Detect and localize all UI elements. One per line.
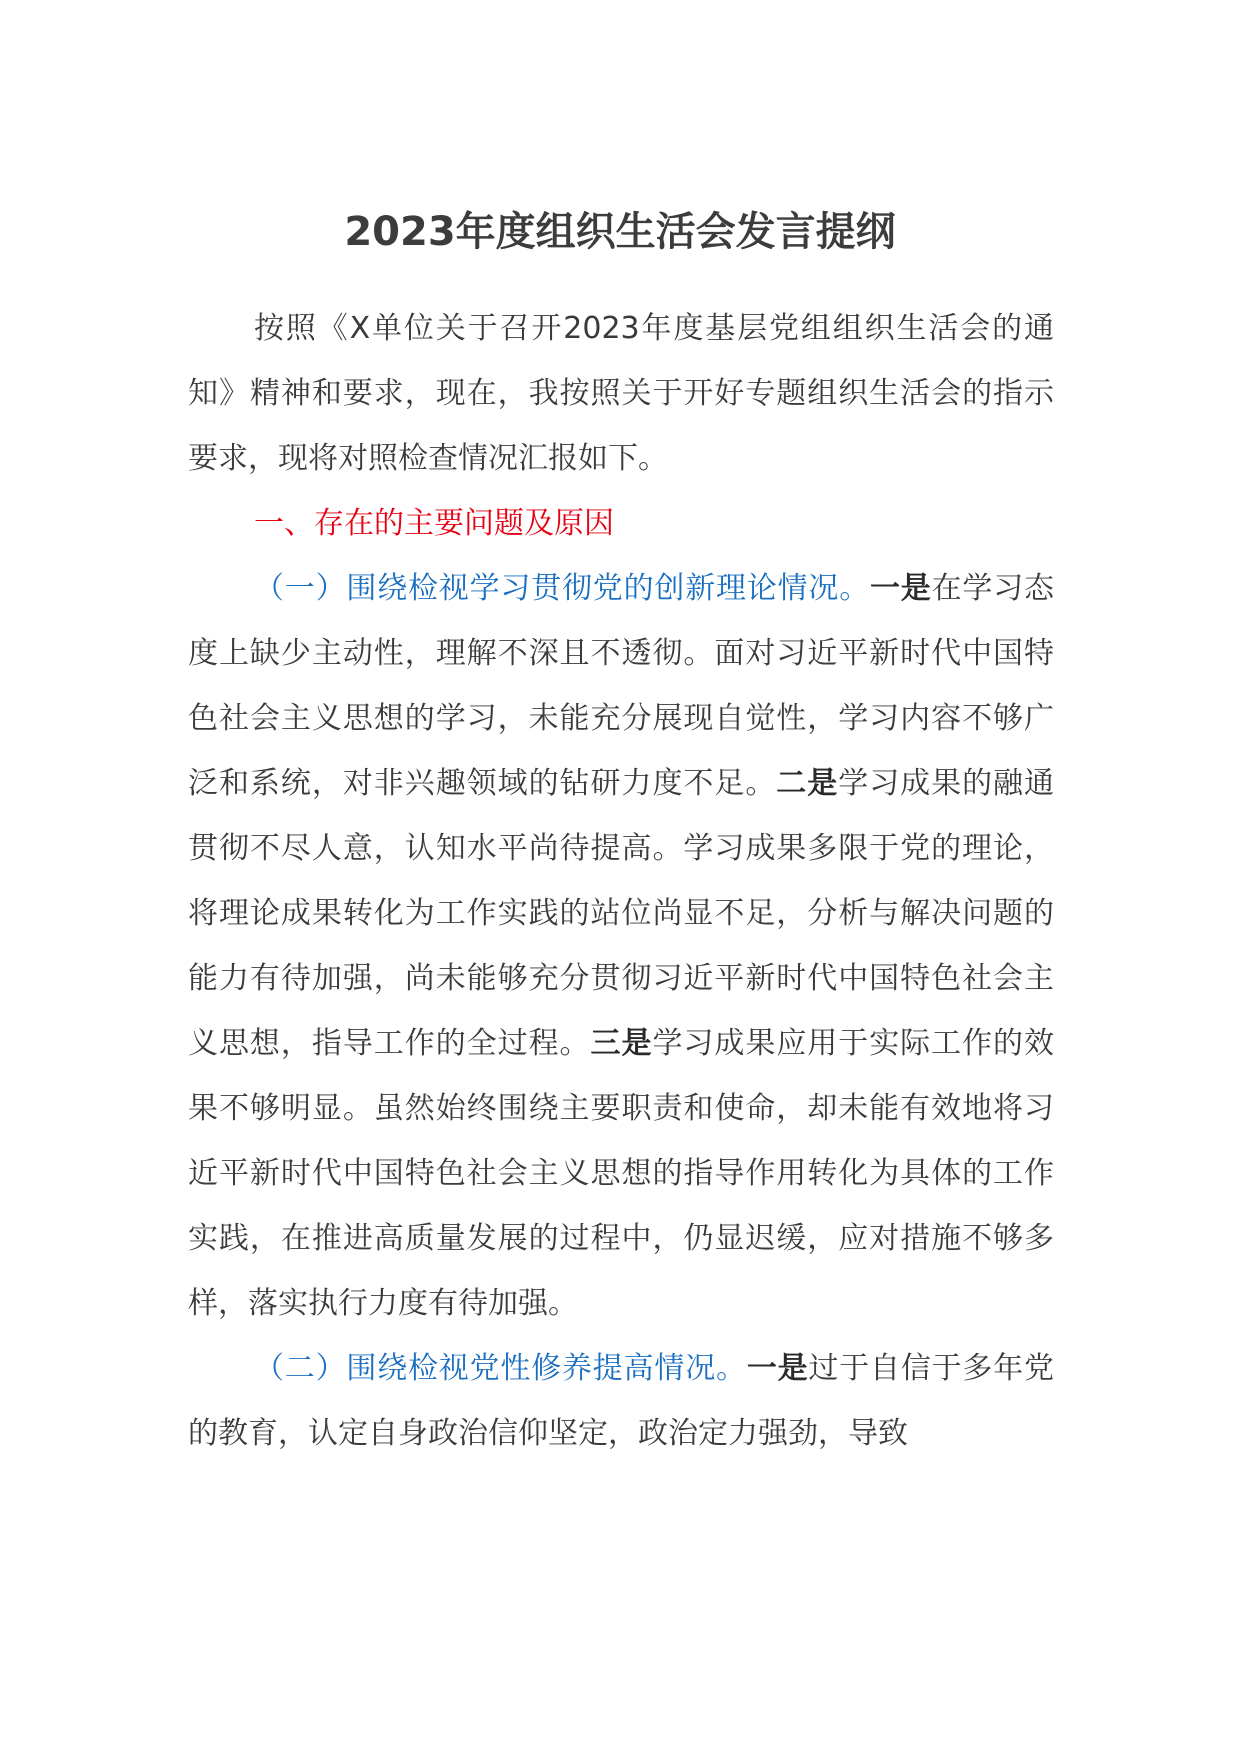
intro-paragraph: 按照《X单位关于召开2023年度基层党组组织生活会的通知》精神和要求，现在，我按照关于开好专题组织生活会的指示要求，现将对照检查情况汇报如下。: [188, 311, 1054, 476]
document-title: 2023年度组织生活会发言提纲: [344, 209, 896, 255]
point-text-1: 在学习态度上缺少主动性，理解不深且不透彻。面对习近平新时代中国特色社会主义思想的学习，未能充分展现自觉性，学习内容不够广泛和系统，对非兴趣领域的钻研力度不足。: [188, 571, 1055, 801]
point-text-3: 学习成果应用于实际工作的效果不够明显。虽然始终围绕主要职责和使命，却未能有效地将习近平新时代中国特色社会主义思想的指导作用转化为具体的工作实践，在推进高质量发展的过程中，仍显迟缓，应对措施不够多样，落实执行力度有待加强。: [188, 1026, 1055, 1321]
subsection1-paragraph: [188, 556, 1054, 1336]
section1-heading: 一、存在的主要问题及原因: [254, 506, 614, 541]
section-heading: [188, 491, 1054, 556]
subsection2-heading: （二）围绕检视党性修养提高情况。: [254, 1351, 747, 1386]
document-body: [188, 296, 1054, 1466]
point-label-3: 三是: [590, 1026, 653, 1061]
point-label-2: 二是: [776, 766, 839, 801]
point-label-1: 一是: [870, 571, 932, 606]
point-label-4: 一是: [746, 1351, 809, 1386]
point-text-4: 过于自信于多年党的教育，认定自身政治信仰坚定，政治定力强劲，导致: [188, 1351, 1055, 1451]
subsection2-paragraph: [188, 1336, 1054, 1466]
subsection1-heading: （一）围绕检视学习贯彻党的创新理论情况。: [254, 571, 870, 606]
point-text-2: 学习成果的融通贯彻不尽人意，认知水平尚待提高。学习成果多限于党的理论，将理论成果转化为工作实践的站位尚显不足，分析与解决问题的能力有待加强，尚未能够充分贯彻习近平新时代中国特色社会主义思想，指导工作的全过程。: [188, 766, 1055, 1061]
